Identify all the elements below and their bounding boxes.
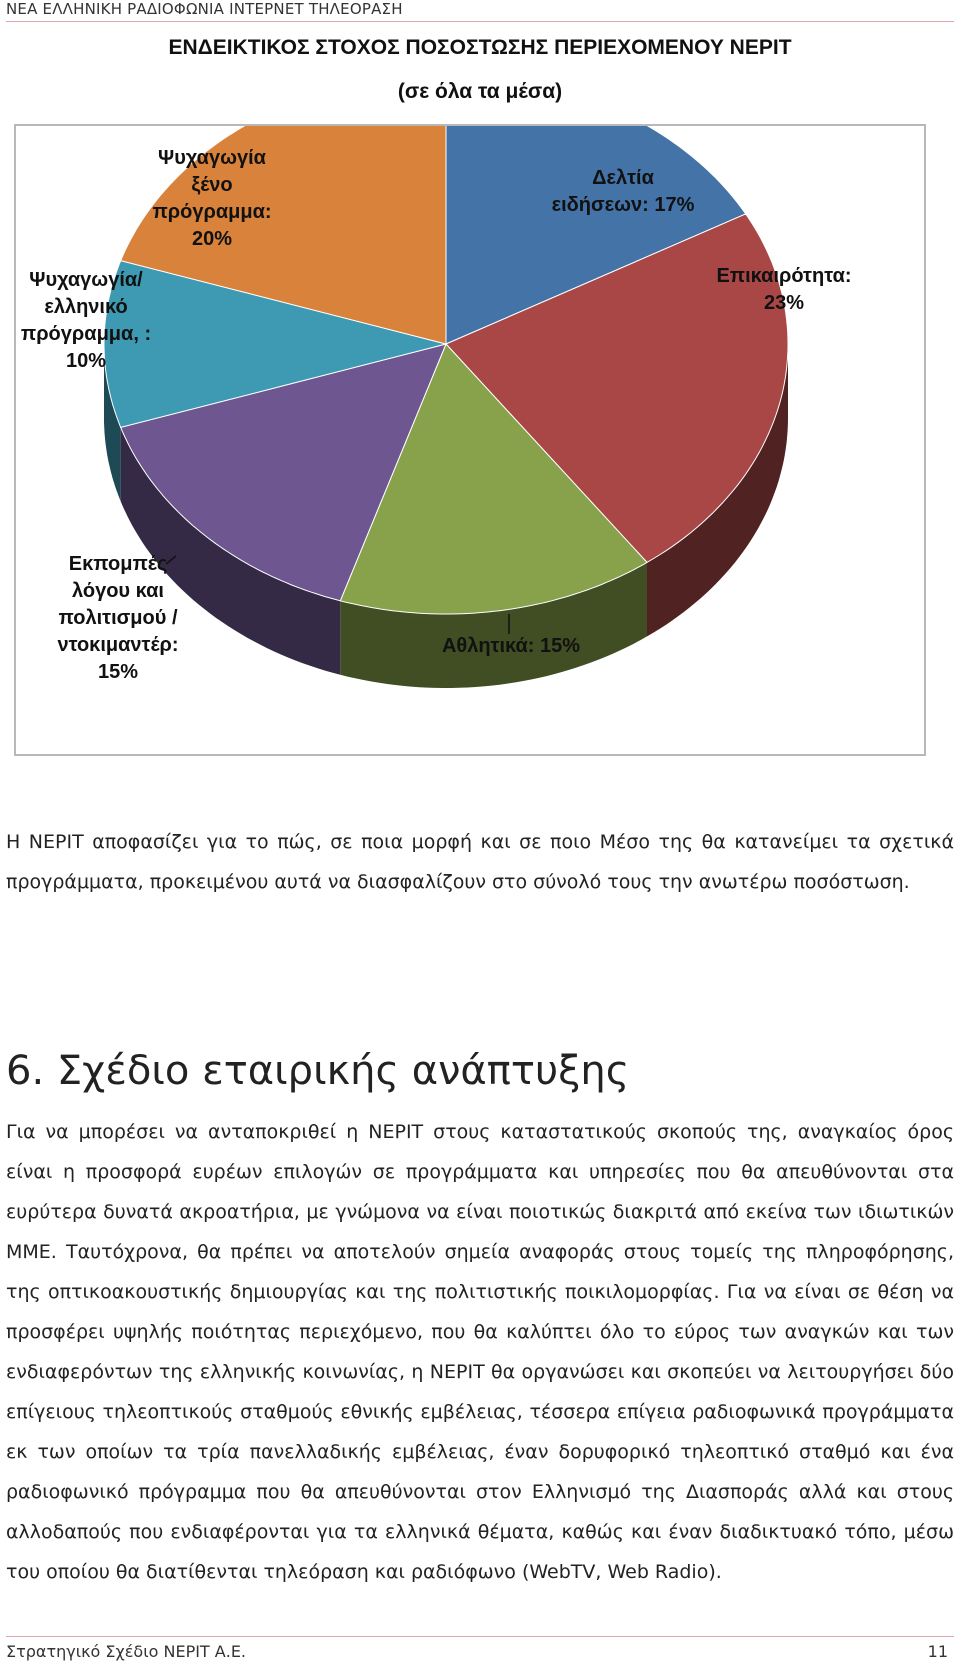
slice-label-5: Ψυχαγωγία ξένο πρόγραμμα: 20%	[152, 147, 272, 250]
slice-label-1: Επικαιρότητα: 23%	[716, 265, 852, 314]
pie-chart	[14, 124, 926, 756]
pie-chart-canvas	[16, 126, 924, 754]
section-heading: 6. Σχέδιο εταιρικής ανάπτυξης	[6, 1048, 630, 1094]
slice-label-4: Ψυχαγωγία/ ελληνικό πρόγραμμα, : 10%	[20, 269, 152, 372]
slice-label-2: Αθλητικά: 15%	[441, 635, 581, 657]
running-header: ΝΕΑ ΕΛΛΗΝΙΚΗ ΡΑΔΙΟΦΩΝΙΑ ΙΝΤΕΡΝΕΤ ΤΗΛΕΟΡΑΣΗ	[6, 0, 403, 18]
slice-label-0: Δελτία ειδήσεων: 17%	[551, 167, 695, 216]
slice-label-3: Εκπομπές λόγου και πολιτισμού / ντοκιμαντέρ: 15%	[57, 553, 179, 683]
footer-divider	[6, 1636, 954, 1637]
paragraph-corporate-plan: Για να μπορέσει να ανταποκριθεί η ΝΕΡΙΤ στους καταστατικούς σκοπούς της, αναγκαίος όρος είναι η προσφορά ευρέων επιλογών σε προγράμματα και υπηρεσίες που θα απευθύνονται στα ευρύτερα δυνατά ακροατήρια, με γνώμονα να είναι ποιοτικώς διακριτά από εκείνα των ιδιωτικών ΜΜΕ. Ταυτόχρονα, θα πρέπει να αποτελούν σημεία αναφοράς στους τομείς της πληροφόρησης, της οπτικοακουστικής δημιουργίας και της πολιτιστικής ποικιλομορφίας. Για να είναι σε θέση να προσφέρει υψηλής ποιότητας περιεχόμενο, που θα καλύπτει όλο το εύρος των αναγκών και των ενδιαφερόντων της ελληνικής κοινωνίας, η ΝΕΡΙΤ θα οργανώσει και σκοπεύει να λειτουργήσει δύο επίγειους τηλεοπτικούς σταθμούς εθνικής εμβέλειας, τέσσερα επίγεια ραδιοφωνικά προγράμματα εκ των οποίων τα τρία πανελλαδικής εμβέλειας, έναν δορυφορικό τηλεοπτικό σταθμό και ένα ραδιοφωνικό πρόγραμμα που θα απευθύνονται στον Ελληνισμό της Διασποράς αλλά και στους αλλοδαπούς που ενδιαφέρονται για τα ελληνικά θέματα, καθώς και έναν διαδικτυακό τόπο, μέσω του οποίου θα διατίθενται τηλεόραση και ραδιόφωνο (WebTV, Web Radio).	[6, 1121, 954, 1583]
footer-document-title: Στρατηγικό Σχέδιο ΝΕΡΙΤ Α.Ε.	[6, 1642, 247, 1661]
header-divider	[6, 21, 954, 22]
footer-page-number: 11	[927, 1642, 948, 1661]
chart-title: ΕΝΔΕΙΚΤΙΚΟΣ ΣΤΟΧΟΣ ΠΟΣΟΣΤΩΣΗΣ ΠΕΡΙΕΧΟΜΕΝΟΥ ΝΕΡΙΤ	[168, 36, 792, 59]
chart-subtitle: (σε όλα τα μέσα)	[397, 80, 563, 103]
paragraph-allocation: Η ΝΕΡΙΤ αποφασίζει για το πώς, σε ποια μορφή και σε ποιο Μέσο της θα κατανείμει τα σχετικά προγράμματα, προκειμένου αυτά να διασφαλίζουν στο σύνολό τους την ανωτέρω ποσόστωση.	[6, 831, 954, 893]
